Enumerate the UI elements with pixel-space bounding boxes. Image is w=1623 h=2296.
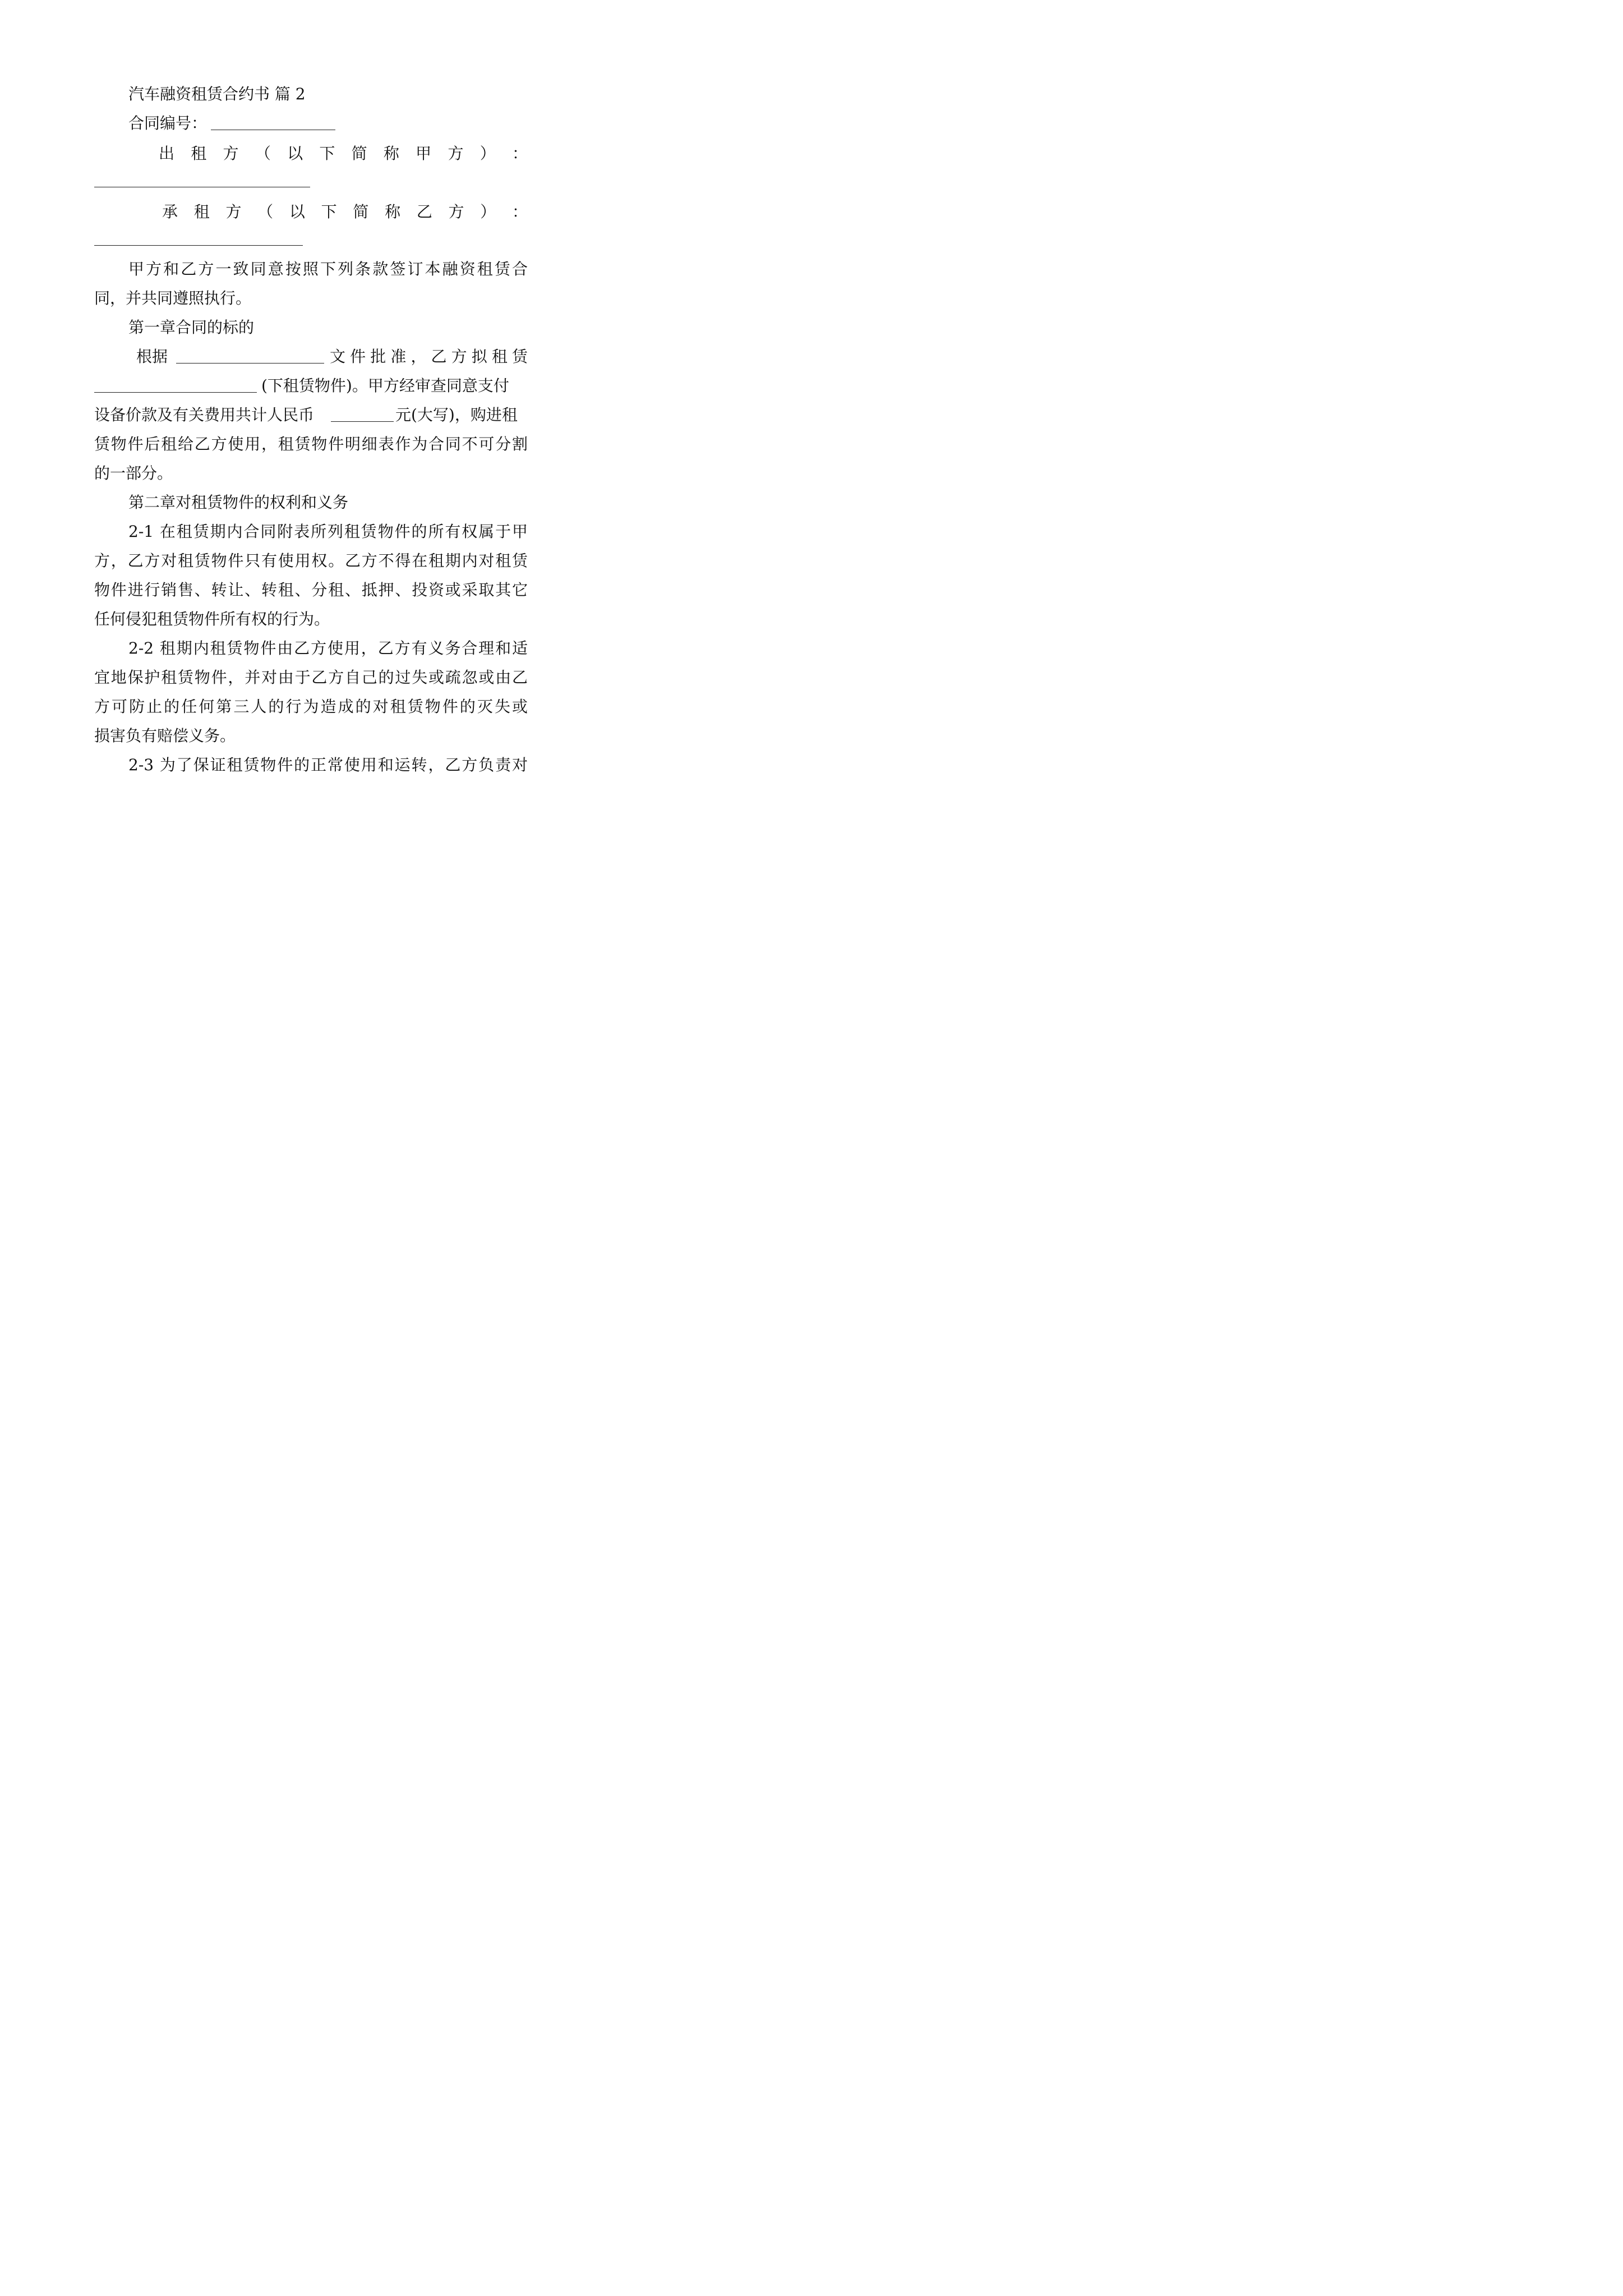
chapter-1-line-5: 的一部分。 [94, 464, 173, 482]
clause-2-2-line-1: 2-2 租期内租赁物件由乙方使用，乙方有义务合理和适 [128, 639, 528, 657]
intro-line-2: 同，并共同遵照执行。 [94, 289, 252, 307]
chapter-1-line-1-start: 根据 [136, 347, 168, 366]
clause-2-3-line-1: 2-3 为了保证租赁物件的正常使用和运转，乙方负责对 [128, 756, 528, 774]
approval-document-blank [176, 363, 324, 364]
chapter-1-line-2: (下租赁物件)。甲方经审查同意支付 [261, 376, 509, 395]
lessee-label: 承 租 方 （ 以 下 简 称 乙 方 ） ： [162, 203, 528, 221]
document-title: 汽车融资租赁合约书 篇 2 [128, 85, 306, 103]
chapter-2-heading: 第二章对租赁物件的权利和义务 [128, 493, 349, 512]
chapter-1-line-1-end: 文件批准，乙方拟租赁 [330, 347, 528, 366]
chapter-1-line-3-start: 设备价款及有关费用共计人民币 [94, 406, 315, 424]
clause-2-2-line-4: 损害负有赔偿义务。 [94, 726, 236, 745]
contract-number-label: 合同编号： [128, 114, 208, 132]
clause-2-1-line-1: 2-1 在租赁期内合同附表所列租赁物件的所有权属于甲 [128, 522, 528, 541]
clause-2-1-line-3: 物件进行销售、转让、转租、分租、抵押、投资或采取其它 [94, 581, 528, 599]
lessee-blank [94, 245, 303, 246]
leased-item-blank [94, 392, 257, 393]
clause-2-2-line-2: 宜地保护租赁物件，并对由于乙方自己的过失或疏忽或由乙 [94, 668, 528, 687]
clause-2-1-line-4: 任何侵犯租赁物件所有权的行为。 [94, 610, 330, 628]
chapter-1-heading: 第一章合同的标的 [128, 318, 255, 337]
chapter-1-line-4: 赁物件后租给乙方使用，租赁物件明细表作为合同不可分割 [94, 435, 528, 453]
amount-blank [331, 421, 394, 422]
lessor-label: 出 租 方 （ 以 下 简 称 甲 方 ） ： [159, 144, 528, 163]
clause-2-1-line-2: 方，乙方对租赁物件只有使用权。乙方不得在租期内对租赁 [94, 551, 528, 570]
clause-2-2-line-3: 方可防止的任何第三人的行为造成的对租赁物件的灭失或 [94, 697, 528, 716]
intro-line-1: 甲方和乙方一致同意按照下列条款签订本融资租赁合 [128, 260, 528, 278]
document-page [0, 0, 617, 873]
chapter-1-line-3-end: 元(大写)，购进租 [395, 406, 518, 424]
